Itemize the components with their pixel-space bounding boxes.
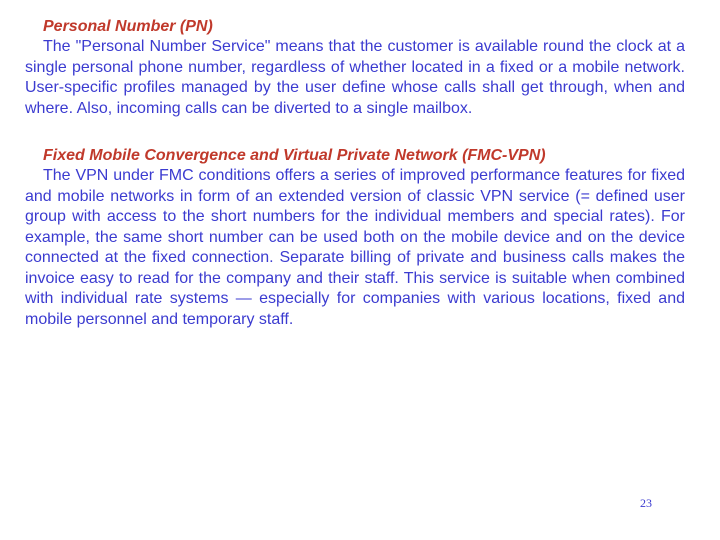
section-heading: Personal Number (PN) [43, 18, 213, 35]
section-fmc-vpn [25, 146, 685, 330]
page-number: 23 [640, 496, 652, 510]
slide-content [25, 17, 685, 330]
section-personal-number [25, 17, 685, 119]
section-body: The "Personal Number Service" means that the customer is available round the clock at a single personal phone number, regardless of whether located in a fixed or a mobile network. User-specific profiles managed by the user define whose calls shall get through, when and where. Also, incoming calls can be diverted to a single mailbox. [25, 38, 685, 117]
section-heading: Fixed Mobile Convergence and Virtual Private Network (FMC-VPN) [43, 147, 546, 164]
section-body: The VPN under FMC conditions offers a series of improved performance features for fixed and mobile networks in form of an extended version of classic VPN service (= defined user group with access to the short numbers for the individual members and special rates). For example, the same short number can be used both on the mobile device and on the device connected at the fixed connection. Separate billing of private and business calls makes the invoice easy to read for the company and their staff. This service is suitable when combined with individual rate systems — especially for companies with various locations, fixed and mobile personnel and temporary staff. [25, 167, 685, 328]
